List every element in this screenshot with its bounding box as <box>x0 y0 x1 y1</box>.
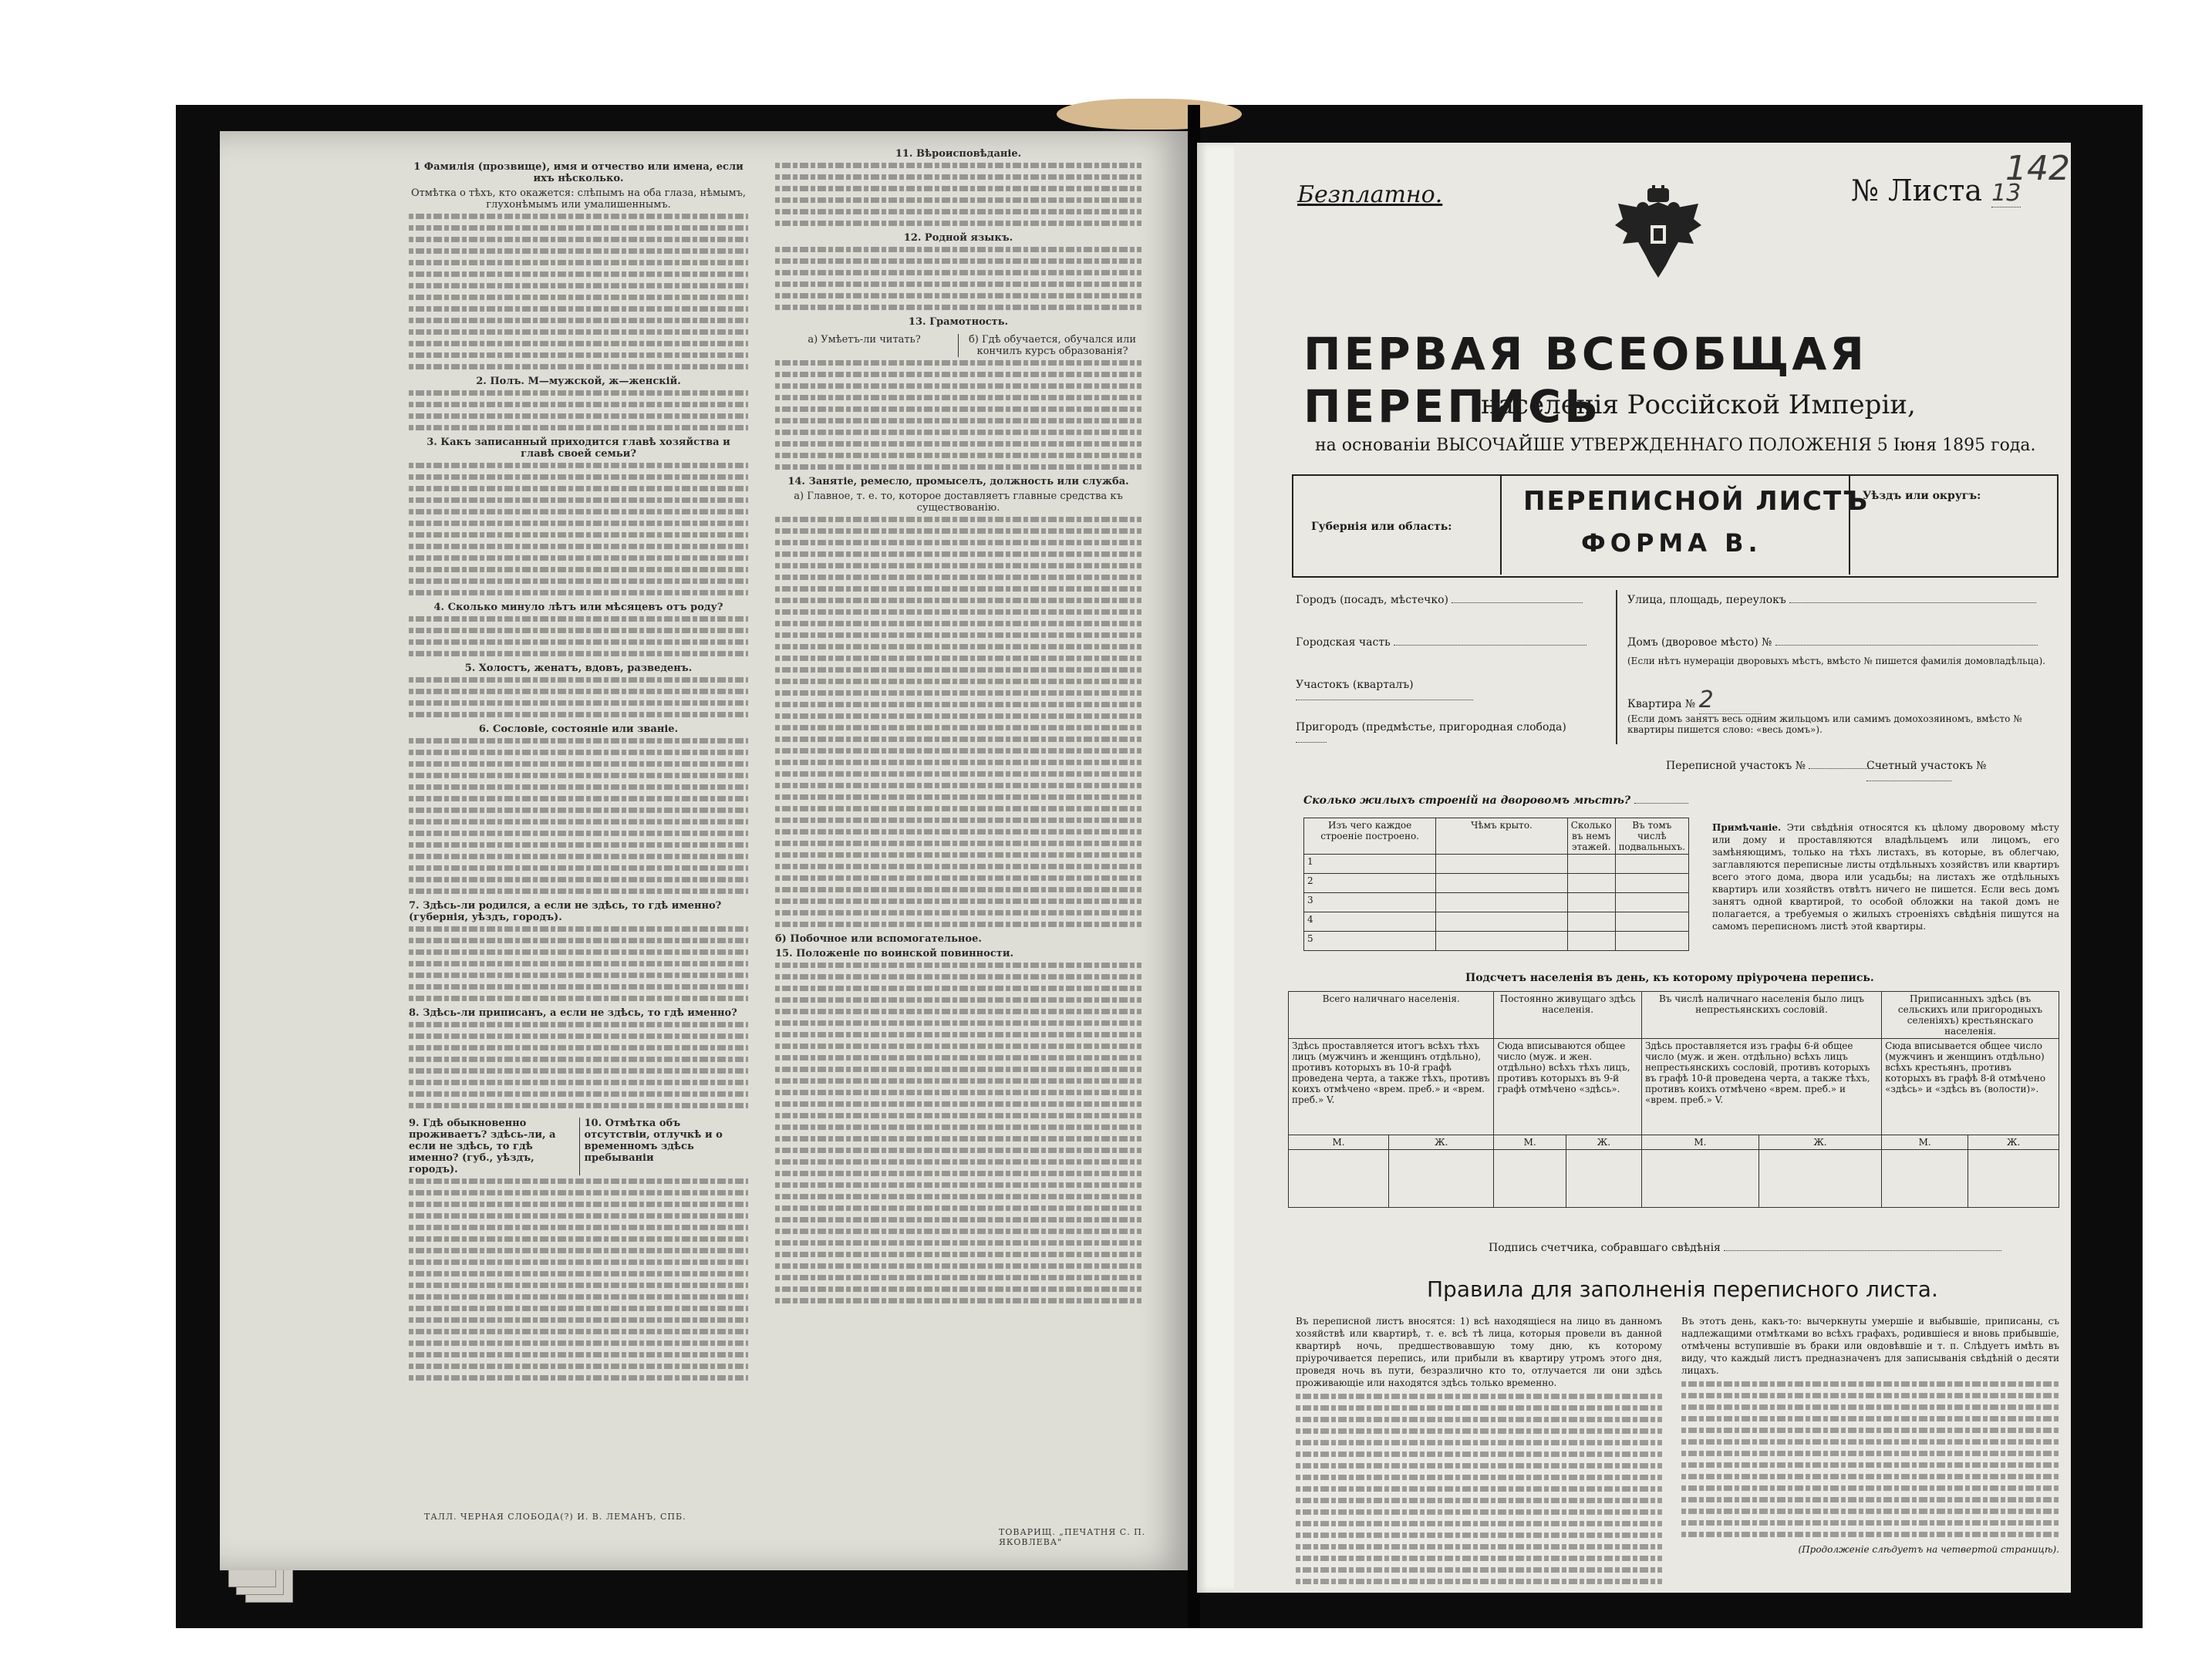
item12-heading: 12. Родной языкъ. <box>903 232 1013 244</box>
items-9-10-row <box>409 1114 748 1178</box>
rules-right-column: Въ этотъ день, какъ-то: вычеркнуты умершіе и выбывшіе, приписаны, съ надлежащими отмѣтками во всѣхъ графахъ, родившіеся и вновь прибывшіе, отмѣчены вступившіе въ браки или овдовѣвшіе и т. п. Слѣдуетъ имѣть въ виду, что каждый листъ предназначенъ для записыванія свѣдѣній о десяти лицахъ. (Продолженіе слѣдуетъ на четвертой страницѣ). <box>1681 1316 2059 1555</box>
book-edge-highlight <box>1057 99 1242 130</box>
table-row[interactable]: 1 <box>1304 855 1689 874</box>
count-table-descriptions: Здѣсь проставляется итогъ всѣхъ тѣхъ лицъ (мужчинъ и женщинъ отдѣльно), противъ которыхъ въ 10-й графѣ проведена черта, а также тѣхъ, противъ коихъ отмѣчено «врем. преб.» и «врем. преб.» V. Сюда вписываются общее число (муж. и жен. отдѣльно) всѣхъ тѣхъ лицъ, противъ которыхъ въ 9-й графѣ отмѣчено «здѣсь». Здѣсь проставляется изъ графы 6-й общее число (муж. и жен. отдѣльно) всѣхъ лицъ непрестьянскихъ сословій, противъ которыхъ въ графѣ 10-й проведена черта, а также тѣхъ, противъ коихъ отмѣчено «врем. преб.» и «врем. преб.» V. Сюда вписывается общее число (мужчинъ и женщинъ отдѣльно) всѣхъ крестьянъ, противъ которыхъ въ графѣ 8-й отмѣчено «здѣсь» и «здѣсь въ (волости)». <box>1289 1039 2059 1135</box>
city-part-field[interactable]: Городская часть <box>1296 636 1589 649</box>
form-letter: ФОРМА В. <box>1581 528 1762 558</box>
item8-heading: 8. Здѣсь-ли приписанъ, а если не здѣсь, то гдѣ именно? <box>409 1007 737 1019</box>
item4-heading: 4. Сколько минуло лѣтъ или мѣсяцевъ отъ роду? <box>433 602 723 613</box>
note-block <box>1712 821 2059 932</box>
item15-heading: 15. Положеніе по воинской повинности. <box>775 948 1013 959</box>
street-field[interactable]: Улица, площадь, переулокъ <box>1627 594 2036 606</box>
free-label: Безплатно. <box>1297 181 1443 208</box>
item13a: а) Умѣетъ-ли читать? <box>808 334 921 346</box>
uezd-label: Уѣздъ или округъ: <box>1863 490 1981 502</box>
item14a: а) Главное, т. е. то, которое доставляетъ главные средства къ существованію. <box>794 491 1123 514</box>
left-column-1 <box>409 158 748 1387</box>
imperial-eagle-icon <box>1612 185 1705 285</box>
count-table-header: Всего наличнаго населенія. Постоянно живущаго здѣсь населенія. Въ числѣ наличнаго населенія было лицъ непрестьянскихъ сословій. Приписанныхъ здѣсь (въ сельскихъ или пригородныхъ селеніяхъ) крестьянскаго населенія. <box>1289 992 2059 1039</box>
title-subtitle: населенія Россійской Имперіи, <box>1481 389 1916 420</box>
table-row[interactable] <box>1289 1150 2059 1208</box>
census-district-field[interactable]: Переписной участокъ № <box>1666 760 1886 772</box>
buildings-table-header: Изъ чего каждое строеніе построено. Чѣмъ крыто. Сколько въ немъ этажей. Въ томъ числѣ подвальныхъ. <box>1304 818 1689 855</box>
count-table-sex-header: М. Ж. М. Ж. М. Ж. М. Ж. <box>1289 1135 2059 1150</box>
house-field[interactable]: Домъ (дворовое мѣсто) № <box>1627 636 2038 649</box>
count-title: Подсчетъ населенія въ день, къ которому пріурочена перепись. <box>1465 972 1874 984</box>
house-note: (Если нѣтъ нумераціи дворовыхъ мѣстъ, вмѣсто № пишется фамилія домовладѣльца). <box>1627 656 2046 666</box>
buildings-question: Сколько жилыхъ строеній на дворовомъ мѣстѣ? <box>1303 794 1688 807</box>
note-label: Примѣчаніе. <box>1712 822 1782 833</box>
rules-title: Правила для заполненія переписного листа. <box>1427 1276 1938 1302</box>
item5-heading: 5. Холостъ, женатъ, вдовъ, разведенъ. <box>464 663 693 674</box>
rules-left-column: Въ переписной листъ вносятся: 1) всѣ находящіеся на лицо въ данномъ хозяйствѣ или квартирѣ, т. е. всѣ тѣ лица, которыя провели въ данной квартирѣ ночь, предшествовавшую тому дню, къ которому пріурочивается перепись, или прибыли въ квартиру утромъ этого дня, проведя ночь въ пути, безразлично кто то, отлучается ли они здѣсь проживающіе или находятся здѣсь только временно. <box>1296 1315 1662 1590</box>
rules-continue-note: (Продолженіе слѣдуетъ на четвертой страницѣ). <box>1798 1544 2059 1555</box>
item3-heading: 3. Какъ записанный приходится главѣ хозяйства и главѣ своей семьи? <box>427 437 730 460</box>
right-page-census-form <box>1234 143 2071 1593</box>
buildings-table <box>1303 818 1689 951</box>
title-main: ПЕРВАЯ ВСЕОБЩАЯ ПЕРЕПИСЬ <box>1303 328 1867 433</box>
sheet-number-label: № Листа 13 <box>1851 174 2021 207</box>
item14b: б) Побочное или вспомогательное. <box>775 933 982 945</box>
apartment-field[interactable]: Квартира № 2 <box>1627 686 1761 714</box>
sheet-number-value: 13 <box>1991 180 2021 207</box>
item9-heading: 9. Гдѣ обыкновенно проживаетъ? здѣсь-ли, а если не здѣсь, то гдѣ именно? (губ., уѣздъ, городъ). <box>409 1118 556 1175</box>
table-row[interactable]: 3 <box>1304 893 1689 912</box>
item14-heading: 14. Занятіе, ремесло, промыселъ, должность или служба. <box>787 476 1129 487</box>
gubernia-label: Губернія или область: <box>1311 521 1452 533</box>
text-block <box>409 214 748 369</box>
item13b: б) Гдѣ обучается, обучался или кончилъ курсъ образованія? <box>958 334 1141 357</box>
item10-heading: 10. Отмѣтка объ отсутствіи, отлучкѣ и о временномъ здѣсь пребываніи <box>579 1118 749 1175</box>
population-count-table <box>1288 991 2059 1208</box>
table-row[interactable]: 5 <box>1304 932 1689 951</box>
item6-heading: 6. Сословіе, состояніе или званіе. <box>478 723 679 735</box>
item7-heading: 7. Здѣсь-ли родился, а если не здѣсь, то гдѣ именно? (губернія, уѣздъ, городъ). <box>409 900 722 923</box>
suburb-field[interactable]: Пригородъ (предмѣстье, пригородная слобода) <box>1296 721 1589 746</box>
item13-heading: 13. Грамотность. <box>908 316 1009 328</box>
left-column-2 <box>775 145 1141 1310</box>
apartment-note: (Если домъ занятъ весь одним жильцомъ или самимъ домохозяиномъ, вмѣсто № квартиры пишется слово: «весь домъ»). <box>1627 713 2022 735</box>
left-page <box>220 131 1193 1570</box>
table-row[interactable]: 2 <box>1304 874 1689 893</box>
title-basis: на основаніи ВЫСОЧАЙШЕ УТВЕРЖДЕННАГО ПОЛОЖЕНІЯ 5 Іюня 1895 года. <box>1315 436 2036 455</box>
left-imprint: ТАЛЛ. ЧЕРНАЯ СЛОБОДА(?) И. В. ЛЕМАНЪ, СПБ. <box>424 1512 686 1522</box>
city-field[interactable]: Городъ (посадъ, мѣстечко) <box>1296 594 1589 606</box>
item13-subrow <box>775 331 1141 360</box>
item1-note: Отмѣтка о тѣхъ, кто окажется: слѣпымъ на оба глаза, нѣмымъ, глухонѣмымъ или умалишеннымъ. <box>410 187 747 211</box>
note-text: Эти свѣдѣнія относятся къ цѣлому дворовому мѣсту или дому и проставляются владѣльцемъ или лицомъ, его замѣняющимъ, только на тѣхъ листахъ, въ которые, въ облегчаю, заглавляются переписные листы отдѣльныхъ хозяйствъ или квартиръ всего этого дома, двора или усадьбы; на листахъ же отдѣльныхъ квартиръ или хозяйствъ отвѣтъ ничего не пишется. Если весь домъ занятъ одной квартирой, то особой обложки на такой домъ не полагается, а требуемыя о жилыхъ строеніяхъ свѣдѣнія пишутся на самомъ переписномъ листѣ этой квартиры. <box>1712 822 2059 932</box>
item11-heading: 11. Вѣроисповѣданіе. <box>895 148 1022 160</box>
count-district-field[interactable]: Счетный участокъ № <box>1866 760 2071 784</box>
right-column-imprint: ТОВАРИЩ. „ПЕЧАТНЯ С. П. ЯКОВЛЕВА" <box>999 1527 1146 1547</box>
item2-heading: 2. Полъ. М—мужской, ж—женскій. <box>476 376 681 387</box>
item1-heading: 1 Фамилія (прозвище), имя и отчество или имена, если ихъ нѣсколько. <box>413 161 744 184</box>
apartment-value: 2 <box>1699 686 1761 714</box>
quarter-field[interactable]: Участокъ (кварталъ) <box>1296 679 1589 703</box>
address-divider <box>1616 590 1617 744</box>
table-row[interactable]: 4 <box>1304 912 1689 932</box>
form-title: ПЕРЕПИСНОЙ ЛИСТЪ <box>1523 486 1870 517</box>
archive-number: 142 <box>2005 149 2070 188</box>
signature-field[interactable]: Подпись счетчика, собравшаго свѣдѣнія <box>1489 1242 2001 1254</box>
